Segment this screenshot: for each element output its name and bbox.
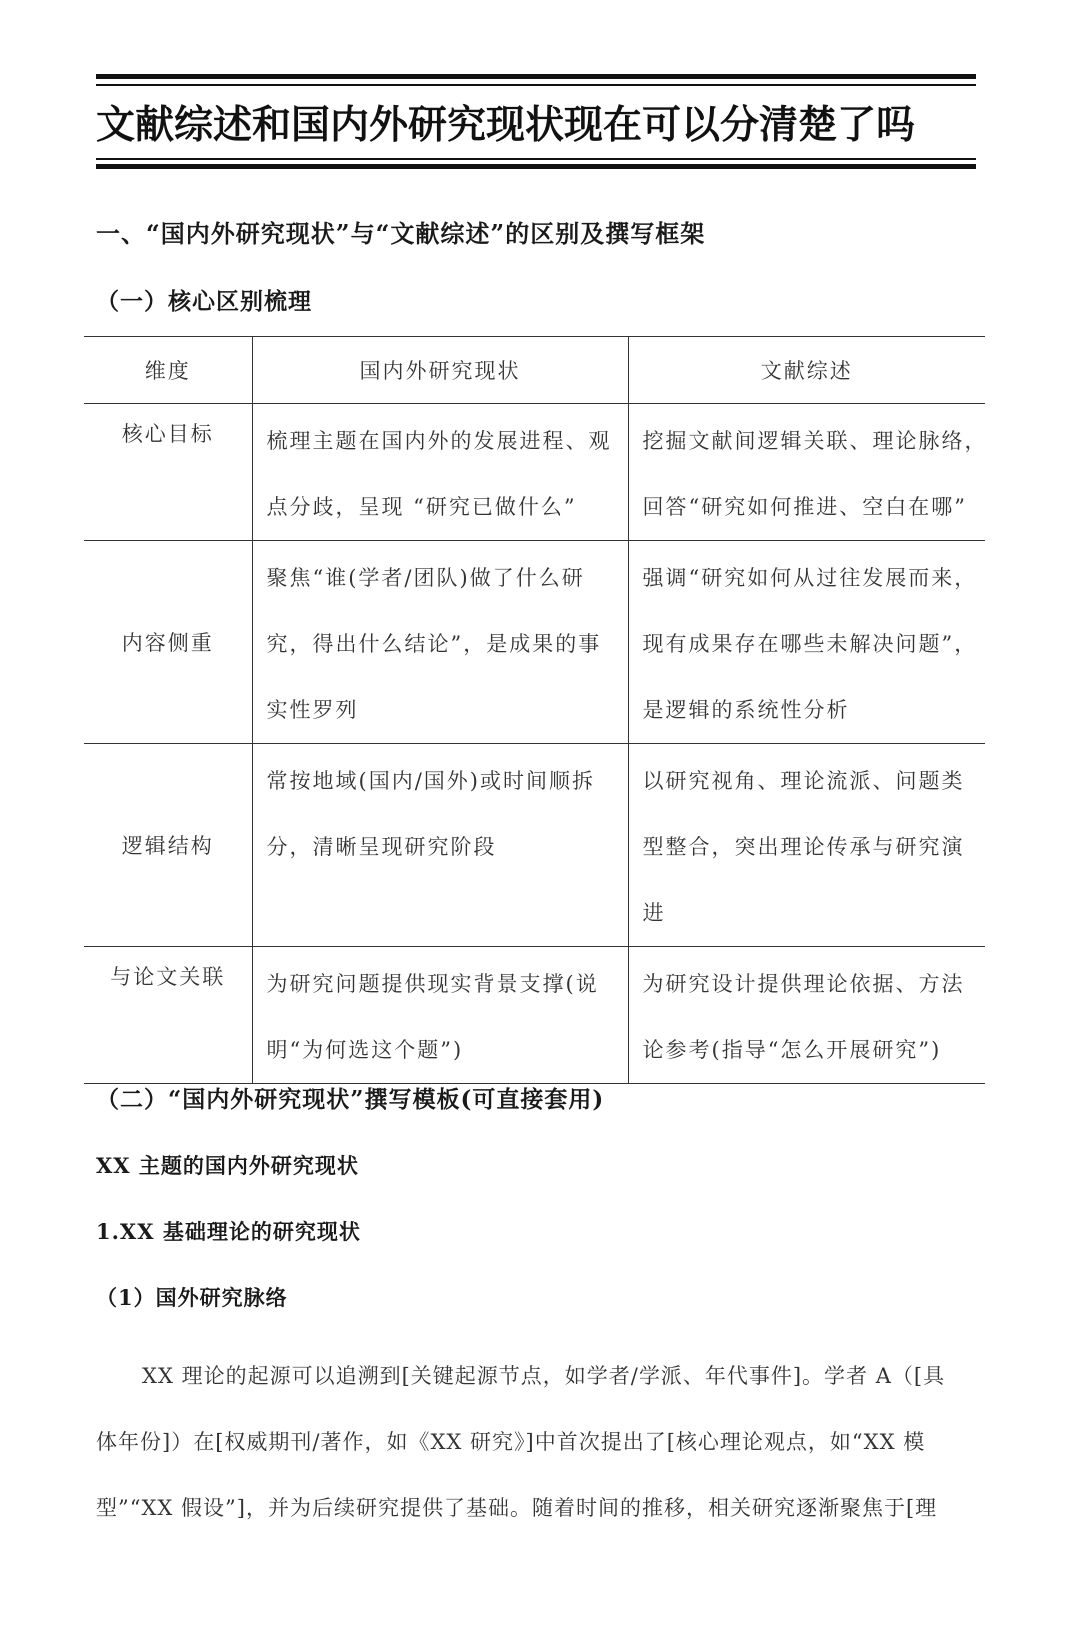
section-heading-1: 一、“国内外研究现状”与“文献综述”的区别及撰写框架	[96, 219, 706, 248]
status-cell	[252, 541, 628, 744]
review-cell	[628, 541, 985, 744]
cell-text-line: 常按地域(国内/国外)或时间顺拆	[266, 769, 595, 793]
cell-text-line: 为研究问题提供现实背景支撑(说	[266, 972, 599, 996]
table-row	[84, 541, 985, 744]
title-bottom-rule-thin	[96, 158, 976, 160]
title-top-rule	[96, 74, 976, 79]
table-header-cell: 文献综述	[628, 337, 985, 404]
cell-text-line: 挖掘文献间逻辑关联、理论脉络，	[642, 429, 988, 453]
table-row	[84, 744, 985, 947]
cell-text-line: 为研究设计提供理论依据、方法	[642, 972, 965, 996]
page-title: 文献综述和国内外研究现状现在可以分清楚了吗	[96, 103, 916, 148]
dimension-cell: 逻辑结构	[84, 744, 252, 947]
table-header-cell: 国内外研究现状	[252, 337, 628, 404]
paragraph-line: 型”“XX 假设”]，并为后续研究提供了基础。随着时间的推移，相关研究逐渐聚焦于[理	[96, 1496, 938, 1520]
cell-text-line: 是逻辑的系统性分析	[642, 698, 850, 722]
paragraph-line: 体年份]）在[权威期刊/著作，如《XX 研究》]中首次提出了[核心理论观点，如“XX 模	[96, 1430, 926, 1454]
paragraph-line: XX 理论的起源可以追溯到[关键起源节点，如学者/学派、年代事件]。学者 A（[具	[142, 1364, 946, 1388]
cell-text-line: 进	[642, 901, 666, 925]
cell-text-line: 梳理主题在国内外的发展进程、观	[266, 429, 612, 453]
cell-text-line: 回答“研究如何推进、空白在哪”	[642, 495, 967, 519]
status-cell	[252, 947, 628, 1084]
review-cell	[628, 947, 985, 1084]
table-header-cell: 维度	[84, 337, 252, 404]
point-heading-1: 1.XX 基础理论的研究现状	[96, 1219, 361, 1244]
title-top-rule-thin	[96, 84, 976, 86]
title-bottom-rule	[96, 164, 976, 169]
cell-text-line: 聚焦“谁(学者/团队)做了什么研	[266, 566, 585, 590]
body-paragraph	[96, 1343, 976, 1541]
cell-text-line: 以研究视角、理论流派、问题类	[642, 769, 965, 793]
comparison-table	[84, 336, 988, 1084]
cell-text-line: 型整合，突出理论传承与研究演	[642, 835, 965, 859]
cell-text-line: 强调“研究如何从过往发展而来，	[642, 566, 978, 590]
cell-text-line: 现有成果存在哪些未解决问题”，	[642, 632, 978, 656]
table-header-row	[84, 337, 985, 404]
subsection-heading-2: （二）“国内外研究现状”撰写模板(可直接套用)	[96, 1086, 605, 1113]
dimension-cell: 内容侧重	[84, 541, 252, 744]
status-cell	[252, 404, 628, 541]
dimension-cell: 与论文关联	[84, 947, 252, 1084]
review-cell	[628, 404, 988, 541]
cell-text-line: 实性罗列	[266, 698, 359, 722]
point-subheading-1: （1）国外研究脉络	[96, 1285, 288, 1310]
cell-text-line: 分，清晰呈现研究阶段	[266, 835, 497, 859]
table-row	[84, 404, 985, 541]
cell-text-line: 论参考(指导“怎么开展研究”)	[642, 1038, 942, 1062]
status-cell	[252, 744, 628, 947]
cell-text-line: 明“为何选这个题”)	[266, 1038, 464, 1062]
table-row	[84, 947, 985, 1084]
cell-text-line: 究，得出什么结论”，是成果的事	[266, 632, 602, 656]
cell-text-line: 点分歧，呈现 “研究已做什么”	[266, 495, 577, 519]
review-cell	[628, 744, 985, 947]
subsection-heading-1: （一）核心区别梳理	[96, 288, 312, 315]
template-title: XX 主题的国内外研究现状	[96, 1153, 359, 1178]
dimension-cell: 核心目标	[84, 404, 252, 541]
